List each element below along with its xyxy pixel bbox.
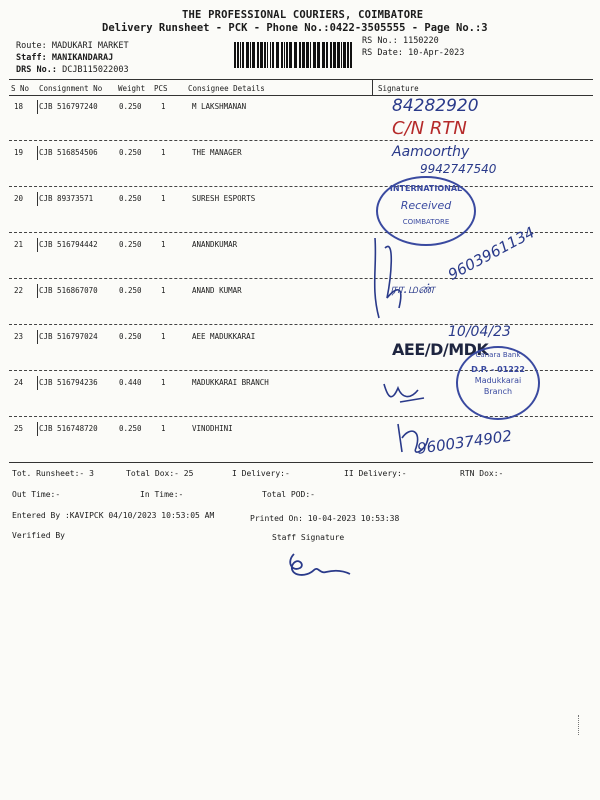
consignment-bracket: [37, 284, 40, 298]
row-weight: 0.250: [119, 148, 142, 157]
barcode-bar: [242, 42, 244, 68]
row-weight: 0.250: [119, 286, 142, 295]
row23-office-stamp: AEE/D/MDK: [392, 340, 489, 359]
barcode-bar: [270, 42, 271, 68]
table-header-rule: [9, 95, 593, 96]
consignment-bracket: [37, 376, 40, 390]
row20-stamp-top: INTERNATIONAL: [389, 184, 463, 193]
row-consignee: SURESH ESPORTS: [192, 194, 256, 203]
barcode-bar: [246, 42, 249, 68]
barcode-bar: [237, 42, 239, 68]
row-consignment: CJB 516797240: [39, 102, 98, 111]
row-pcs: 1: [161, 424, 166, 433]
row-consignment: CJB 516797024: [39, 332, 98, 341]
staff-value: MANIKANDARAJ: [51, 53, 114, 63]
consignment-bracket: [37, 192, 40, 206]
row-separator: [9, 140, 593, 141]
barcode-bar: [267, 42, 268, 68]
barcode-bar: [337, 42, 340, 68]
row-pcs: 1: [161, 102, 166, 111]
row19-handwritten-name: Aamoorthy: [392, 144, 470, 160]
row-weight: 0.250: [119, 240, 142, 249]
row-consignee: ANANDKUMAR: [192, 240, 238, 249]
row-consignee: THE MANAGER: [192, 148, 242, 157]
row24-stamp-line1: D.P. - 01222: [471, 365, 525, 374]
row20-stamp-mid: Received: [400, 199, 452, 212]
row24-bank-stamp: [456, 346, 540, 420]
row24-stamp-ring: Canara Bank: [475, 351, 521, 359]
consignment-bracket: [37, 238, 40, 252]
row24-signature: [380, 378, 430, 408]
col-weight: Weight: [118, 84, 146, 93]
barcode-bar: [317, 42, 320, 68]
row-weight: 0.250: [119, 194, 142, 203]
barcode-bar: [264, 42, 266, 68]
row-consignee: M LAKSHMANAN: [192, 102, 247, 111]
col-consignee: Consignee Details: [188, 84, 265, 93]
entered-by: Entered By :KAVIPCK 04/10/2023 10:53:05 AM: [12, 511, 215, 520]
table-top-rule: [9, 79, 593, 80]
row-separator: [9, 278, 593, 279]
total-pod: Total POD:-: [262, 490, 315, 499]
barcode-bar: [313, 42, 316, 68]
row19-handwritten-phone: 9942747540: [420, 162, 497, 176]
row-sno: 23: [14, 332, 24, 341]
row-pcs: 1: [161, 148, 166, 157]
row-consignee: AEE MADUKKARAI: [192, 332, 256, 341]
barcode-bar: [284, 42, 285, 68]
row20-stamp-bottom: COIMBATORE: [402, 218, 450, 226]
col-signature: Signature: [378, 84, 419, 93]
consignment-bracket: [37, 330, 40, 344]
out-time: Out Time:-: [12, 490, 61, 499]
row-pcs: 1: [161, 332, 166, 341]
row-consignment: CJB 516867070: [39, 286, 98, 295]
rs-date-line: [362, 48, 464, 58]
rs-date-label: RS Date:: [362, 48, 403, 58]
drs-label: DRS No.:: [16, 65, 57, 75]
rs-no-label: RS No.:: [362, 36, 398, 46]
barcode-bar: [333, 42, 336, 68]
consignment-bracket: [37, 100, 40, 114]
ii-delivery: II Delivery:-: [344, 469, 407, 478]
row23-handwritten-date: 10/04/23: [448, 324, 511, 340]
row-weight: 0.250: [119, 332, 142, 341]
barcode-bar: [306, 42, 309, 68]
row-sno: 20: [14, 194, 24, 203]
verified-by: Verified By: [12, 531, 65, 540]
row18-handwritten-number: 84282920: [392, 96, 479, 116]
drs-value: DCJB115022003: [62, 65, 129, 75]
page-subtitle: Delivery Runsheet - PCK - Phone No.:0422-3505555 - Page No.:3: [102, 22, 488, 34]
staff-signature-label: Staff Signature: [272, 533, 345, 542]
route-line: [16, 41, 129, 51]
rs-no-value: 1150220: [402, 36, 439, 46]
row-separator: [9, 186, 593, 187]
row-sno: 21: [14, 240, 24, 249]
row-sno: 18: [14, 102, 24, 111]
barcode-bar: [260, 42, 263, 68]
footer-top-rule: [9, 462, 593, 463]
row-sno: 25: [14, 424, 24, 433]
route-label: Route:: [16, 41, 47, 51]
barcode-bar: [299, 42, 301, 68]
row-consignment: CJB 516794236: [39, 378, 98, 387]
row-separator: [9, 232, 593, 233]
row-weight: 0.250: [119, 424, 142, 433]
row-sno: 22: [14, 286, 24, 295]
staff-label: Staff:: [16, 53, 47, 63]
barcode-bar: [281, 42, 283, 68]
row18-handwritten-note: C/N RTN: [392, 118, 467, 139]
row-sno: 24: [14, 378, 24, 387]
barcode-bar: [234, 42, 236, 68]
page-title: THE PROFESSIONAL COURIERS, COIMBATORE: [182, 9, 424, 21]
barcode-bar: [302, 42, 305, 68]
staff-signature: [284, 548, 354, 584]
drs-line: [16, 65, 129, 75]
row-pcs: 1: [161, 378, 166, 387]
total-dox: Total Dox:- 25: [126, 469, 194, 478]
barcode-bar: [322, 42, 325, 68]
col-sno: S No: [11, 84, 30, 93]
in-time: In Time:-: [140, 490, 184, 499]
barcode-bar: [257, 42, 259, 68]
row-consignee: ANAND KUMAR: [192, 286, 242, 295]
row24-stamp-line2: Madukkarai: [474, 376, 522, 385]
row21-signature: [365, 228, 435, 328]
barcode-bar: [272, 42, 274, 68]
i-delivery: I Delivery:-: [232, 469, 290, 478]
barcode-bar: [250, 42, 251, 68]
barcode-bar: [347, 42, 349, 68]
row-consignee: VINODHINI: [192, 424, 233, 433]
row22-handwritten-name: ரா.மண்: [390, 282, 435, 297]
col-consignment: Consignment No: [39, 84, 103, 93]
barcode-bar: [341, 42, 342, 68]
barcode-bar: [350, 42, 352, 68]
row-pcs: 1: [161, 194, 166, 203]
rs-date-value: 10-Apr-2023: [408, 48, 465, 58]
row-consignment: CJB 89373571: [39, 194, 94, 203]
row22-handwritten-phone: 9603961134: [445, 223, 538, 284]
barcode-bar: [326, 42, 328, 68]
barcode-bar: [240, 42, 241, 68]
barcode-bar: [289, 42, 292, 68]
row-consignment: CJB 516854506: [39, 148, 98, 157]
rtn-dox: RTN Dox:-: [460, 469, 504, 478]
row25-handwritten-phone: 9600374902: [416, 426, 514, 458]
barcode-bar: [252, 42, 255, 68]
row-consignee: MADUKKARAI BRANCH: [192, 378, 269, 387]
col-pcs: PCS: [154, 84, 168, 93]
printed-on: Printed On: 10-04-2023 10:53:38: [250, 514, 400, 523]
row-consignment: CJB 516794442: [39, 240, 98, 249]
rs-no-line: [362, 36, 439, 46]
row-pcs: 1: [161, 286, 166, 295]
staff-line: [16, 53, 113, 63]
row-consignment: CJB 516748720: [39, 424, 98, 433]
consignment-bracket: [37, 146, 40, 160]
barcode-bar: [310, 42, 311, 68]
tot-runsheet: Tot. Runsheet:- 3: [12, 469, 94, 478]
barcode-bar: [286, 42, 288, 68]
row-sno: 19: [14, 148, 24, 157]
consignment-bracket: [37, 422, 40, 436]
row-weight: 0.250: [119, 102, 142, 111]
barcode-bar: [330, 42, 332, 68]
scan-speck: [578, 715, 584, 735]
row24-stamp-line3: Branch: [483, 387, 513, 396]
route-value: MADUKARI MARKET: [51, 41, 129, 51]
signature-divider: [372, 79, 373, 95]
barcode-bar: [294, 42, 297, 68]
row-pcs: 1: [161, 240, 166, 249]
row-weight: 0.440: [119, 378, 142, 387]
barcode: [234, 42, 354, 68]
barcode-bar: [276, 42, 279, 68]
barcode-bar: [343, 42, 346, 68]
